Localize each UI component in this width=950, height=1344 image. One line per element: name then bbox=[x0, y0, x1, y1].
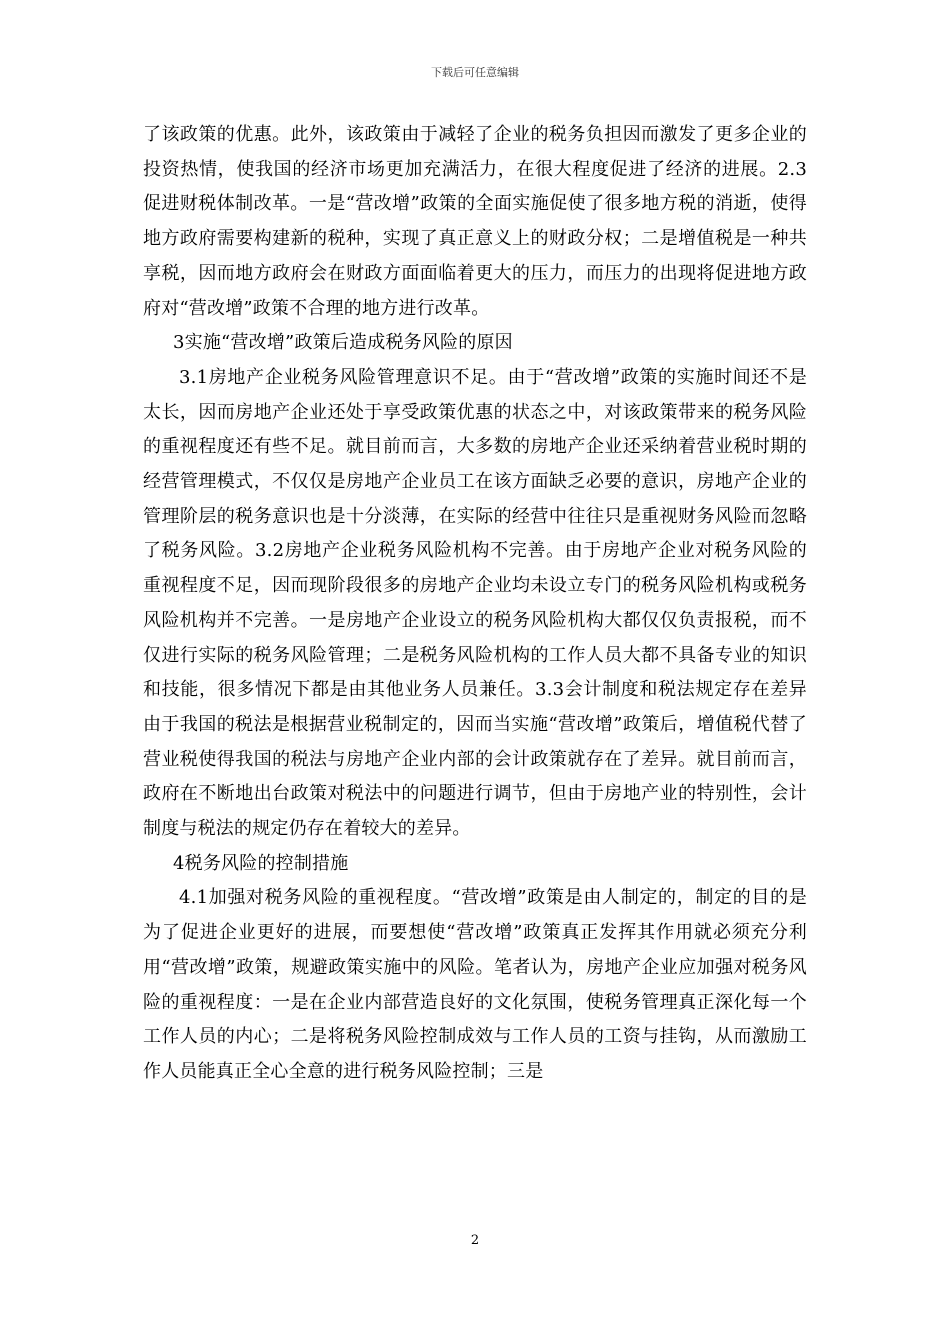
page-header: 下载后可任意编辑 bbox=[431, 66, 519, 79]
section-heading-4: 4税务风险的控制措施 bbox=[173, 852, 349, 874]
document-body bbox=[143, 118, 807, 1090]
section-heading-3: 3实施“营改增”政策后造成税务风险的原因 bbox=[173, 332, 513, 354]
paragraph-section-3: 3.1房地产企业税务风险管理意识不足。由于“营改增”政策的实施时间还不是太长，因而房地产企业还处于享受政策优惠的状态之中，对该政策带来的税务风险的重视程度还有些不足。就目前而言，大多数的房地产企业还采纳着营业税时期的经营管理模式，不仅仅是房地产企业员工在该方面缺乏必要的意识，房地产企业的管理阶层的税务意识也是十分淡薄，在实际的经营中往往只是重视财务风险而忽略了税务风险。3.2房地产企业税务风险机构不完善。由于房地产企业对税务风险的重视程度不足，因而现阶段很多的房地产企业均未设立专门的税务风险机构或税务风险机构并不完善。一是房地产企业设立的税务风险机构大都仅仅负责报税，而不仅进行实际的税务风险管理；二是税务风险机构的工作人员大都不具备专业的知识和技能，很多情况下都是由其他业务人员兼任。3.3会计制度和税法规定存在差异由于我国的税法是根据营业税制定的，因而当实施“营改增”政策后，增值税代替了营业税使得我国的税法与房地产企业内部的会计政策就存在了差异。就目前而言，政府在不断地出台政策对税法中的问题进行调节，但由于房地产业的特别性，会计制度与税法的规定仍存在着较大的差异。 bbox=[143, 366, 807, 840]
page-number: 2 bbox=[470, 1233, 480, 1248]
paragraph-continuation: 了该政策的优惠。此外，该政策由于减轻了企业的税务负担因而激发了更多企业的投资热情，使我国的经济市场更加充满活力，在很大程度促进了经济的进展。2.3促进财税体制改革。一是“营改增”政策的全面实施促使了很多地方税的消逝，使得地方政府需要构建新的税种，实现了真正意义上的财政分权；二是增值税是一种共享税，因而地方政府会在财政方面面临着更大的压力，而压力的出现将促进地方政府对“营改增”政策不合理的地方进行改革。 bbox=[143, 124, 807, 319]
paragraph-section-4: 4.1加强对税务风险的重视程度。“营改增”政策是由人制定的，制定的目的是为了促进企业更好的进展，而要想使“营改增”政策真正发挥其作用就必须充分利用“营改增”政策，规避政策实施中的风险。笔者认为，房地产企业应加强对税务风险的重视程度：一是在企业内部营造良好的文化氛围，使税务管理真正深化每一个工作人员的内心；二是将税务风险控制成效与工作人员的工资与挂钩，从而激励工作人员能真正全心全意的进行税务风险控制；三是 bbox=[143, 887, 807, 1082]
